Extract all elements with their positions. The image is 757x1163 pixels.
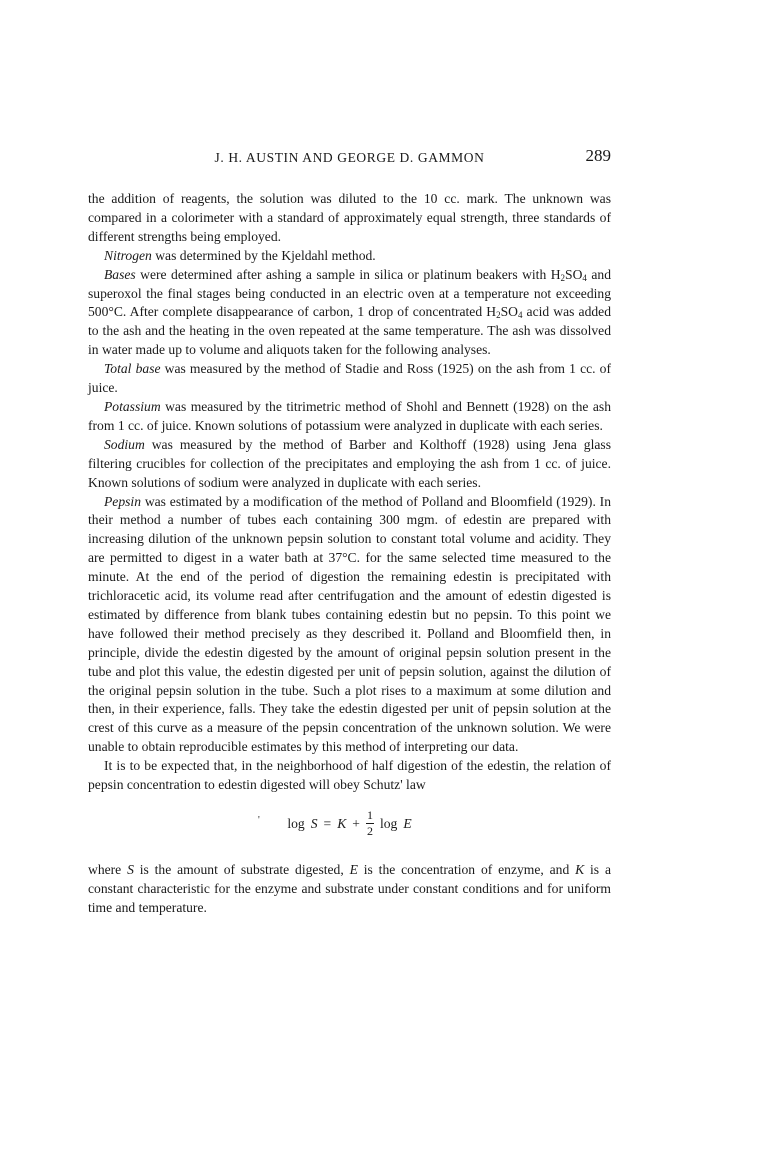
paragraph-text: It is to be expected that, in the neighborhood of half digestion of the edestin, the relation of pepsin concentration to edestin digested will obey Schutz' law bbox=[88, 758, 611, 793]
paragraph-text: was determined by the Kjeldahl method. bbox=[151, 247, 376, 263]
var-k: K bbox=[575, 862, 585, 877]
running-title: J. H. AUSTIN AND GEORGE D. GAMMON bbox=[214, 150, 485, 165]
eq-var-s: S bbox=[310, 815, 318, 831]
paragraph-pepsin bbox=[88, 493, 611, 758]
eq-var-k: K bbox=[337, 815, 347, 831]
paragraph-text: was estimated by a modification of the method of Polland and Bloomfield (1929). In their method a number of tubes each containing 300 mgm. of edestin are prepared with increasing dilution of the unknown pepsin solution to constant total volume and acidity. They are permitted to digest in a water bath at 37°C. for the same selected time measured to the minute. At the end of the period of digestion the remaining edestin is precipitated with trichloracetic acid, its volume read after centrifugation and the amount of edestin digested is estimated by difference from blank tubes containing edestin but no pepsin. To this point we have followed their method precisely as they described it. Polland and Bloomfield then, in principle, divide the edestin digested by the amount of original pepsin solution present in the tube and plot this value, the edestin digested per unit of pepsin solution, against the dilution of the original pepsin solution in the tube. Such a plot rises to a maximum at some dilution and then, in their experience, falls. They take the edestin digested per unit of pepsin solution at the crest of this curve as a measure of the pepsin concentration of the unknown solution. We were unable to obtain reproducible estimates by this method of interpreting our data. bbox=[88, 493, 611, 755]
eq-var-e: E bbox=[403, 815, 412, 831]
subscript: 4 bbox=[517, 310, 523, 321]
page-number: 289 bbox=[585, 146, 611, 165]
paragraph-nitrogen bbox=[88, 247, 611, 266]
equation-body bbox=[287, 809, 411, 838]
eq-equals: = bbox=[323, 815, 332, 831]
var-e: E bbox=[349, 862, 358, 877]
paragraph-text: were determined after ashing a sample in silica or platinum beakers with H bbox=[135, 266, 561, 282]
equation-schutz-law bbox=[88, 805, 611, 847]
term-sodium: Sodium bbox=[104, 436, 145, 452]
paragraph-text: is the amount of substrate digested, bbox=[133, 862, 350, 877]
paragraph-total-base bbox=[88, 360, 611, 398]
term-bases: Bases bbox=[104, 266, 136, 282]
paragraph-bases bbox=[88, 266, 611, 361]
term-pepsin: Pepsin bbox=[104, 493, 141, 509]
eq-denominator: 2 bbox=[366, 824, 373, 838]
paragraph-text: SO bbox=[500, 304, 518, 320]
paragraph-text: acid was added to the ash and the heating in the oven repeated at the same temperature. The ash was dissolved in water made up to volume and aliquots taken for the following analyses. bbox=[88, 304, 612, 358]
subscript: 2 bbox=[560, 272, 566, 283]
paragraph-text: was measured by the method of Stadie and Ross (1925) on the ash from 1 cc. of juice. bbox=[88, 361, 611, 396]
paragraph-sodium bbox=[88, 436, 611, 493]
paragraph-text: where bbox=[88, 862, 128, 877]
term-nitrogen: Nitrogen bbox=[104, 247, 152, 263]
paragraph-text: was measured by the method of Barber and Kolthoff (1928) using Jena glass filtering crucibles for collection of the precipitates and employing the ash from 1 cc. of juice. Known solutions of sodium were analyzed in duplicate with each series. bbox=[88, 436, 611, 490]
paragraph-text: and superoxol the final stages being conducted in an electric oven at a temperature not exceeding 500°C. After complete disappearance of carbon, 1 drop of concentrated H bbox=[88, 266, 612, 320]
running-head bbox=[88, 146, 611, 168]
paragraph-reagents bbox=[88, 190, 611, 247]
paragraph-text: the addition of reagents, the solution was diluted to the 10 cc. mark. The unknown was compared in a colorimeter with a standard of approximately equal strength, three standards of different strengths being employed. bbox=[88, 191, 611, 244]
subscript: 4 bbox=[582, 272, 587, 283]
paragraph-text: SO bbox=[565, 266, 583, 282]
paragraph-definitions bbox=[88, 861, 611, 918]
body-text bbox=[88, 190, 611, 918]
eq-numerator: 1 bbox=[366, 808, 373, 822]
eq-log: log bbox=[379, 815, 398, 831]
paragraph-schutz-law bbox=[88, 757, 611, 795]
eq-log: log bbox=[287, 815, 305, 831]
eq-fraction bbox=[366, 809, 374, 838]
term-potassium: Potassium bbox=[104, 398, 161, 414]
paragraph-text: is the concentration of enzyme, and bbox=[357, 862, 576, 877]
paragraph-text: is a constant characteristic for the enzyme and substrate under constant conditions and for uniform time and temperature. bbox=[88, 862, 611, 915]
eq-plus: + bbox=[352, 815, 360, 831]
equation-mark: ' bbox=[258, 815, 260, 826]
subscript: 2 bbox=[496, 310, 501, 321]
paragraph-potassium bbox=[88, 398, 611, 436]
paragraph-text: was measured by the titrimetric method of Shohl and Bennett (1928) on the ash from 1 cc. of juice. Known solutions of potassium were analyzed in duplicate with each series. bbox=[88, 398, 611, 433]
var-s: S bbox=[127, 862, 134, 877]
term-total-base: Total base bbox=[104, 361, 161, 377]
page bbox=[88, 146, 611, 918]
